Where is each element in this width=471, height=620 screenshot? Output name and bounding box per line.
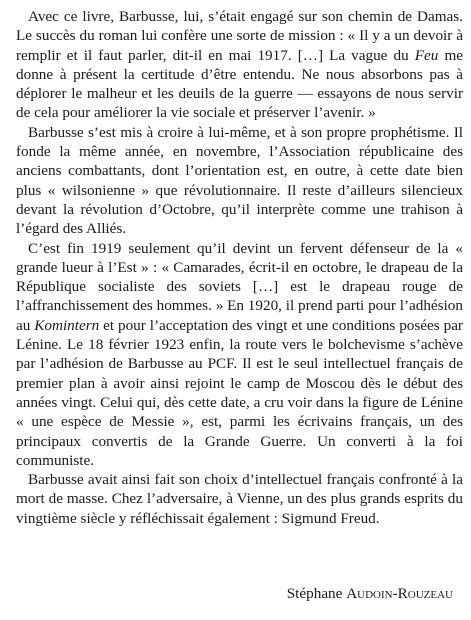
- text-run: Avec ce livre, Barbusse, lui, s’était engagé sur son chemin de Damas. Le succès du roman lui confère une sorte de mission : « Il y a un devoir à remplir et il faut parler, dit-il en mai 1917. […] La vague du: [16, 8, 463, 64]
- italic-title: Komintern: [34, 316, 100, 334]
- author-first-name: Stéphane: [286, 585, 343, 602]
- text-run: me donne à présent la certitude d’être entendu. Ne nous absorbons pas à déplorer le malheur et les deuils de la guerre — essayons de nous servir de cela pour améliorer la vie sociale et préserver l’avenir. »: [16, 46, 463, 122]
- text-run: C’est fin 1919 seulement qu’il devint un fervent défenseur de la « grande lueur à l’Est » : « Camarades, écrit-il en octobre, le drapeau de la République socialiste des soviets […] est le drapeau rouge de l’affranchissement des hommes. » En 1920, il prend parti pour l’adhésion au: [16, 239, 463, 334]
- text-run: et pour l’acceptation des vingt et une conditions posées par Lénine. Le 18 février 1923 enfin, la route vers le bolchevisme s’achève par l’adhésion de Barbusse au PCF. Il est le seul intellectuel français de premier plan à avoir ainsi rejoint le camp de Moscou dès le début des années vingt. Celui qui, dès cette date, a cru voir dans la figure de Lénine « une espèce de Messie », est, parmi les écrivains français, un des principaux convertis de la Grande Guerre. Un converti à la foi communiste.: [16, 316, 463, 469]
- italic-title: Feu: [414, 46, 439, 64]
- article-body: [16, 7, 463, 528]
- text-run: Barbusse s’est mis à croire à lui-même, et à son propre prophétisme. Il fonde la même année, en novembre, l’Association républicaine des anciens combattants, dont l’orientation est, en outre, à cette date bien plus « wilsonienne » que révolutionnaire. Il reste d’ailleurs silencieux devant la révolution d’Octobre, qu’il interprète comme une trahison à l’égard des Alliés.: [16, 123, 463, 238]
- paragraph-2: [16, 123, 463, 239]
- author-last-name: Audoin-Rouzeau: [346, 585, 453, 602]
- author-signature: [287, 584, 453, 603]
- paragraph-1: [16, 7, 463, 123]
- paragraph-4: [16, 470, 463, 528]
- text-run: Barbusse avait ainsi fait son choix d’intellectuel français confronté à la mort de masse. Chez l’adversaire, à Vienne, un des plus grands esprits du vingtième siècle y réfléchissait également : Sigmund Freud.: [16, 471, 463, 527]
- paragraph-3: [16, 239, 463, 471]
